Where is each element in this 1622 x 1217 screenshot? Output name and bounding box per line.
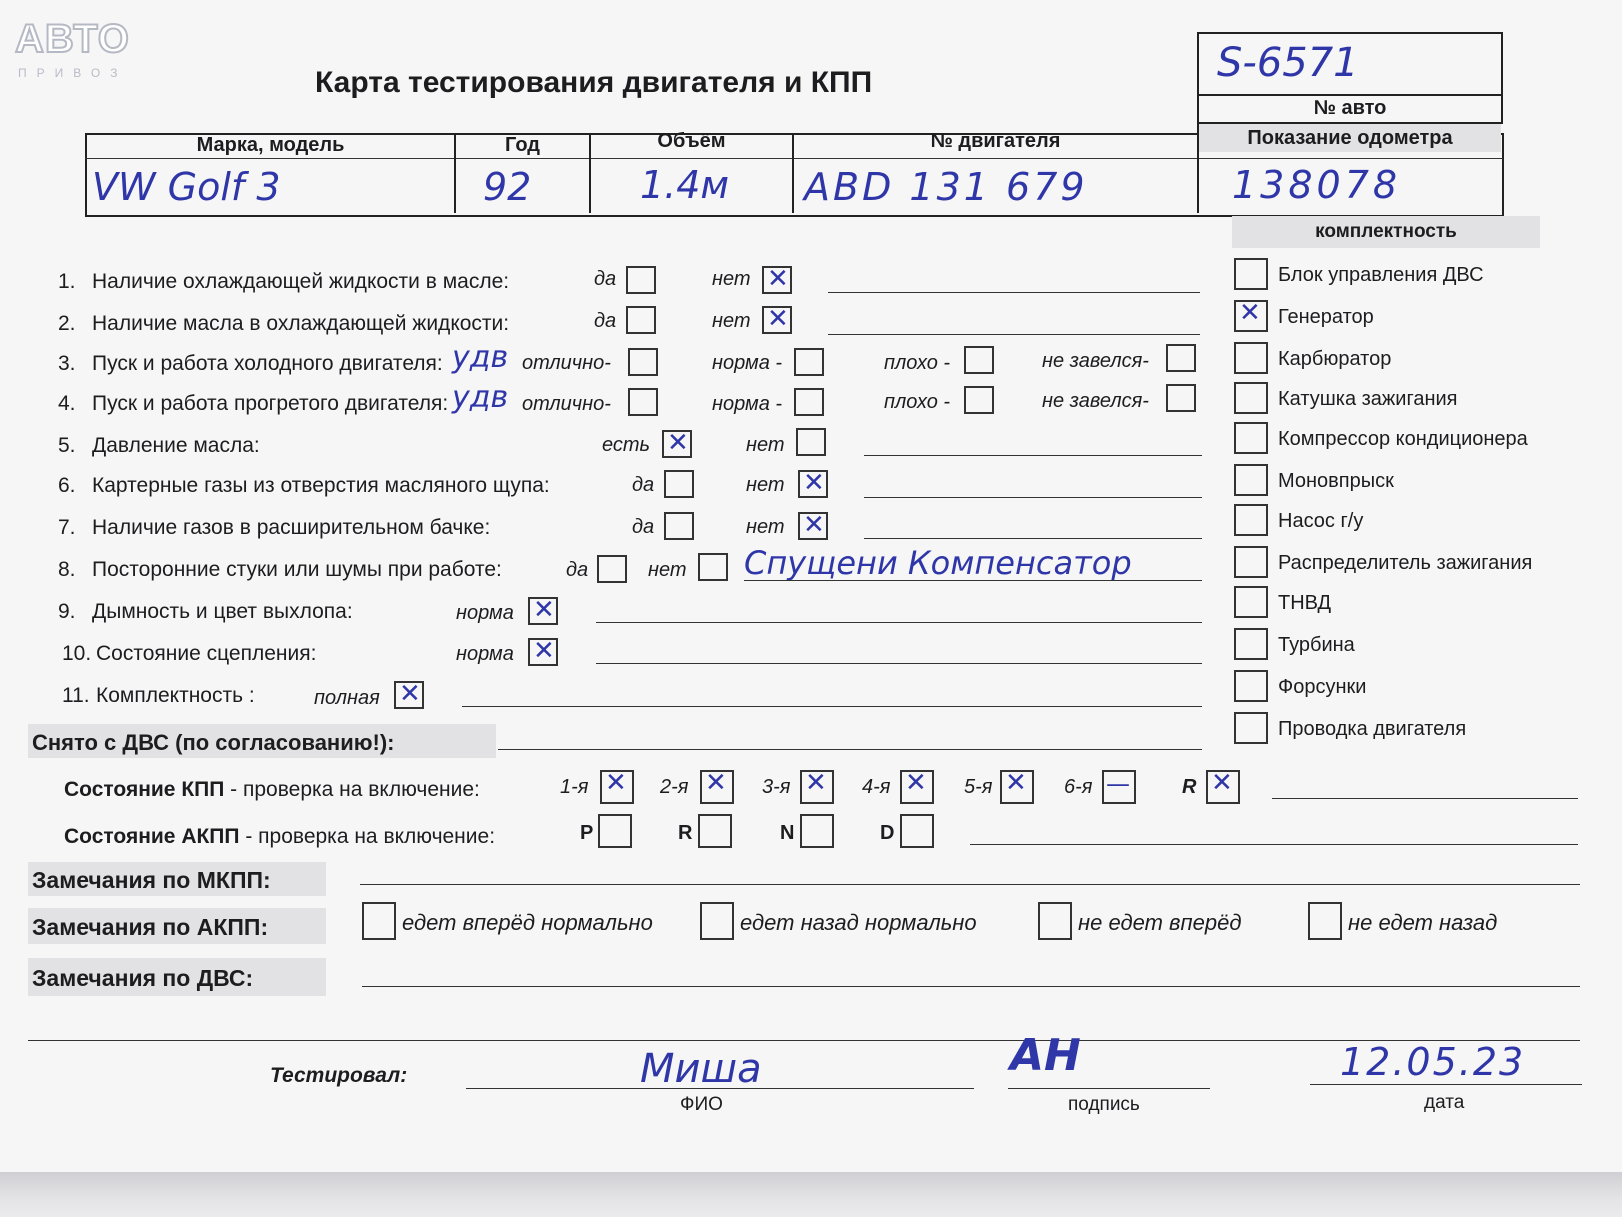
item-label: Посторонние стуки или шумы при работе:: [92, 558, 502, 581]
kpp-gear-label: 6-я: [1064, 776, 1093, 798]
kpp-gear-checkbox[interactable]: [1000, 770, 1034, 804]
item6-net-label: нет: [746, 474, 785, 496]
item6-note-line[interactable]: [864, 497, 1202, 498]
item1-da-checkbox[interactable]: [626, 266, 656, 294]
item-label: Пуск и работа прогретого двигателя:: [92, 392, 449, 415]
item-label: Наличие охлаждающей жидкости в масле:: [92, 270, 510, 293]
fio-label: ФИО: [680, 1094, 723, 1115]
item3-ploho-checkbox[interactable]: [964, 346, 994, 374]
complete-item-label: Турбина: [1278, 634, 1355, 656]
akpp-label: [64, 825, 495, 849]
col-header-odometer: Показание одометра: [1247, 127, 1453, 149]
date-value: 12.05.23: [1340, 1040, 1526, 1084]
item-number: 2.: [58, 312, 76, 335]
volume-value: 1.4м: [640, 163, 730, 207]
complete-checkbox[interactable]: [1234, 300, 1268, 332]
kpp-gear-label: 2-я: [660, 776, 689, 798]
complete-checkbox[interactable]: [1234, 670, 1268, 702]
item7-net-label: нет: [746, 516, 785, 538]
item8-handwritten-note: Спущени Компенсатор: [744, 544, 1132, 582]
item9-norma-checkbox[interactable]: [528, 597, 558, 625]
kpp-gear-checkbox[interactable]: [900, 770, 934, 804]
complete-item-label: Катушка зажигания: [1278, 388, 1458, 410]
tester-name: Миша: [640, 1046, 762, 1092]
akpp-mode-checkbox[interactable]: [900, 814, 934, 848]
akpp-remark-label: не едет вперёд: [1078, 910, 1242, 935]
kpp-gear-label: 4-я: [862, 776, 891, 798]
akpp-remark-checkbox[interactable]: [362, 902, 396, 940]
akpp-mode-label: D: [880, 822, 895, 844]
item-number: 1.: [58, 270, 76, 293]
item-label: Комплектность :: [96, 684, 255, 707]
item7-note-line[interactable]: [864, 538, 1202, 539]
kpp-gear-checkbox[interactable]: [1102, 770, 1136, 804]
item-label: Дымность и цвет выхлопа:: [92, 600, 353, 623]
remarks-dvs-line[interactable]: [362, 986, 1580, 987]
item3-norma-checkbox[interactable]: [794, 348, 824, 376]
item-number: 3.: [58, 352, 76, 375]
auto-number-value: S-6571: [1217, 40, 1359, 86]
item4-ploho-checkbox[interactable]: [964, 386, 994, 414]
item2-da-checkbox[interactable]: [626, 306, 656, 334]
item-label: Наличие газов в расширительном бачке:: [92, 516, 491, 539]
removed-note-line[interactable]: [498, 749, 1202, 750]
item3-otl-label: отлично-: [522, 352, 611, 374]
complete-item-label: Карбюратор: [1278, 348, 1392, 370]
item10-note-line[interactable]: [596, 663, 1202, 664]
complete-item-label: Проводка двигателя: [1278, 718, 1467, 740]
item5-est-checkbox[interactable]: [662, 430, 692, 458]
kpp-gear-label: 5-я: [964, 776, 993, 798]
item9-norma-label: норма: [456, 602, 514, 624]
item-number: 5.: [58, 434, 76, 457]
item-number: 7.: [58, 516, 76, 539]
complete-checkbox[interactable]: [1234, 712, 1268, 744]
akpp-remark-label: не едет назад: [1348, 910, 1498, 935]
akpp-mode-checkbox[interactable]: [800, 814, 834, 848]
item-number: 6.: [58, 474, 76, 497]
item1-net-checkbox[interactable]: [762, 266, 792, 294]
akpp-label-rest: - проверка на включение:: [239, 825, 496, 848]
item1-da-label: да: [594, 268, 617, 290]
kpp-label-bold: Состояние КПП: [64, 778, 225, 801]
item2-da-label: да: [594, 310, 617, 332]
remarks-dvs-label: Замечания по ДВС:: [32, 965, 254, 991]
item5-est-label: есть: [602, 434, 651, 456]
item-label: Пуск и работа холодного двигателя:: [92, 352, 443, 375]
akpp-remark-checkbox[interactable]: [700, 902, 734, 940]
item-number: 11.: [62, 684, 90, 707]
item6-da-label: да: [632, 474, 655, 496]
item10-norma-label: норма: [456, 643, 514, 665]
item6-net-checkbox[interactable]: [798, 470, 828, 498]
akpp-mode-label: P: [580, 822, 594, 844]
akpp-remark-label: едет вперёд нормально: [402, 910, 653, 935]
akpp-label-bold: Состояние АКПП: [64, 825, 240, 848]
item4-otl-checkbox[interactable]: [628, 388, 658, 416]
item5-net-label: нет: [746, 434, 785, 456]
item8-da-label: да: [566, 559, 589, 581]
complete-checkbox[interactable]: [1234, 546, 1268, 578]
kpp-label-rest: - проверка на включение:: [224, 778, 480, 801]
item-label: Состояние сцепления:: [96, 642, 317, 665]
item5-net-checkbox[interactable]: [796, 428, 826, 456]
remarks-mkpp-label: Замечания по МКПП:: [32, 867, 271, 893]
signature: АН: [1010, 1030, 1081, 1081]
item11-polnaya-label: полная: [314, 687, 380, 709]
col-header-model: Марка, модель: [196, 134, 345, 156]
item-label: Наличие масла в охлаждающей жидкости:: [92, 312, 510, 335]
item2-net-checkbox[interactable]: [762, 306, 792, 334]
odometer-value: 138078: [1232, 163, 1402, 207]
item4-nezav-checkbox[interactable]: [1166, 384, 1196, 412]
item10-norma-checkbox[interactable]: [528, 638, 558, 666]
complete-checkbox[interactable]: [1234, 342, 1268, 374]
complete-checkbox[interactable]: [1234, 382, 1268, 414]
kpp-gear-label: 1-я: [560, 776, 589, 798]
complete-checkbox[interactable]: [1234, 504, 1268, 536]
kpp-gear-checkbox[interactable]: [700, 770, 734, 804]
item7-da-checkbox[interactable]: [664, 512, 694, 540]
akpp-mode-label: N: [780, 822, 795, 844]
akpp-remark-label: едет назад нормально: [740, 910, 977, 935]
complete-item-label: Генератор: [1278, 306, 1374, 328]
page-edge-shadow: [0, 1172, 1622, 1217]
complete-checkbox[interactable]: [1234, 586, 1268, 618]
item4-norma-label: норма -: [712, 393, 783, 415]
item-number: 4.: [58, 392, 76, 415]
item-number: 8.: [58, 558, 76, 581]
item3-ploho-label: плохо -: [884, 352, 951, 374]
kpp-gear-checkbox[interactable]: [1206, 770, 1240, 804]
complete-item-label: Моновпрыск: [1278, 470, 1394, 492]
item3-udv-note: удв: [452, 340, 509, 375]
item11-note-line[interactable]: [462, 706, 1202, 707]
col-header-year: Год: [505, 134, 540, 156]
akpp-mode-checkbox[interactable]: [698, 814, 732, 848]
item4-norma-checkbox[interactable]: [794, 388, 824, 416]
item8-da-checkbox[interactable]: [597, 555, 627, 583]
logo-main-text: АВТО: [15, 17, 130, 61]
item1-net-label: нет: [712, 268, 751, 290]
complete-item-label: ТНВД: [1278, 592, 1332, 614]
item9-note-line[interactable]: [596, 622, 1202, 623]
item8-net-label: нет: [648, 559, 687, 581]
auto-number-label: № авто: [1313, 97, 1387, 119]
item3-nezav-checkbox[interactable]: [1166, 344, 1196, 372]
item4-nezav-label: не завелся-: [1042, 390, 1149, 412]
kpp-gear-label: R: [1182, 776, 1197, 798]
complete-item-label: Распределитель зажигания: [1278, 552, 1533, 574]
akpp-mode-label: R: [678, 822, 693, 844]
item4-ploho-label: плохо -: [884, 391, 951, 413]
auto-number-label-cell: [1197, 94, 1503, 124]
item2-note-line[interactable]: [828, 334, 1200, 335]
removed-label: Снято с ДВС (по согласованию!):: [32, 730, 395, 755]
avtoprivoz-logo: [15, 18, 148, 60]
engine-no-value: ABD 131 679: [804, 165, 1088, 209]
akpp-remark-checkbox[interactable]: [1038, 902, 1072, 940]
remarks-akpp-label: Замечания по АКПП:: [32, 914, 269, 940]
complete-item-label: Форсунки: [1278, 676, 1367, 698]
akpp-remark-checkbox[interactable]: [1308, 902, 1342, 940]
item-label: Давление масла:: [92, 434, 260, 457]
complete-item-label: Насос г/у: [1278, 510, 1364, 532]
item3-nezav-label: не завелся-: [1042, 350, 1149, 372]
item4-udv-note: удв: [452, 380, 509, 415]
item11-polnaya-checkbox[interactable]: [394, 681, 424, 709]
fio-line[interactable]: [466, 1088, 974, 1089]
logo-sub-text: ПРИВОЗ: [18, 66, 128, 80]
item5-note-line[interactable]: [864, 455, 1202, 456]
complete-item-label: Компрессор кондиционера: [1278, 428, 1528, 450]
complete-checkbox[interactable]: [1234, 258, 1268, 290]
signature-line[interactable]: [1008, 1088, 1210, 1089]
complete-item-label: Блок управления ДВС: [1278, 264, 1484, 286]
item3-otl-checkbox[interactable]: [628, 348, 658, 376]
auto-number-box: [1197, 32, 1503, 96]
item7-net-checkbox[interactable]: [798, 512, 828, 540]
complete-checkbox[interactable]: [1234, 422, 1268, 454]
item2-net-label: нет: [712, 310, 751, 332]
header-divider: [85, 158, 1503, 159]
complete-checkbox[interactable]: [1234, 464, 1268, 496]
kpp-gear-checkbox[interactable]: [600, 770, 634, 804]
col-header-engine-no: № двигателя: [930, 130, 1061, 152]
akpp-mode-checkbox[interactable]: [598, 814, 632, 848]
item6-da-checkbox[interactable]: [664, 470, 694, 498]
model-value: VW Golf 3: [92, 165, 281, 209]
kpp-gear-checkbox[interactable]: [800, 770, 834, 804]
col-header-volume: Объём: [657, 130, 726, 152]
kpp-gear-label: 3-я: [762, 776, 791, 798]
tested-by-label: Тестировал:: [270, 1064, 408, 1087]
item8-note-line[interactable]: [744, 580, 1202, 581]
item3-norma-label: норма -: [712, 352, 783, 374]
year-value: 92: [483, 165, 532, 209]
item4-otl-label: отлично-: [522, 393, 611, 415]
item7-da-label: да: [632, 516, 655, 538]
date-label: дата: [1424, 1092, 1465, 1113]
signature-label: подпись: [1068, 1094, 1140, 1115]
item8-net-checkbox[interactable]: [698, 553, 728, 581]
complete-title: комплектность: [1232, 216, 1540, 248]
item-number: 10.: [62, 642, 92, 665]
item1-note-line[interactable]: [828, 292, 1200, 293]
kpp-label: [64, 778, 480, 802]
item-label: Картерные газы из отверстия масляного щупа:: [92, 474, 550, 497]
remarks-mkpp-line[interactable]: [360, 884, 1580, 885]
akpp-note-line[interactable]: [970, 844, 1578, 845]
page-title: Карта тестирования двигателя и КПП: [315, 66, 873, 99]
date-line[interactable]: [1310, 1084, 1582, 1085]
kpp-note-line[interactable]: [1272, 798, 1578, 799]
complete-checkbox[interactable]: [1234, 628, 1268, 660]
item-number: 9.: [58, 600, 76, 623]
